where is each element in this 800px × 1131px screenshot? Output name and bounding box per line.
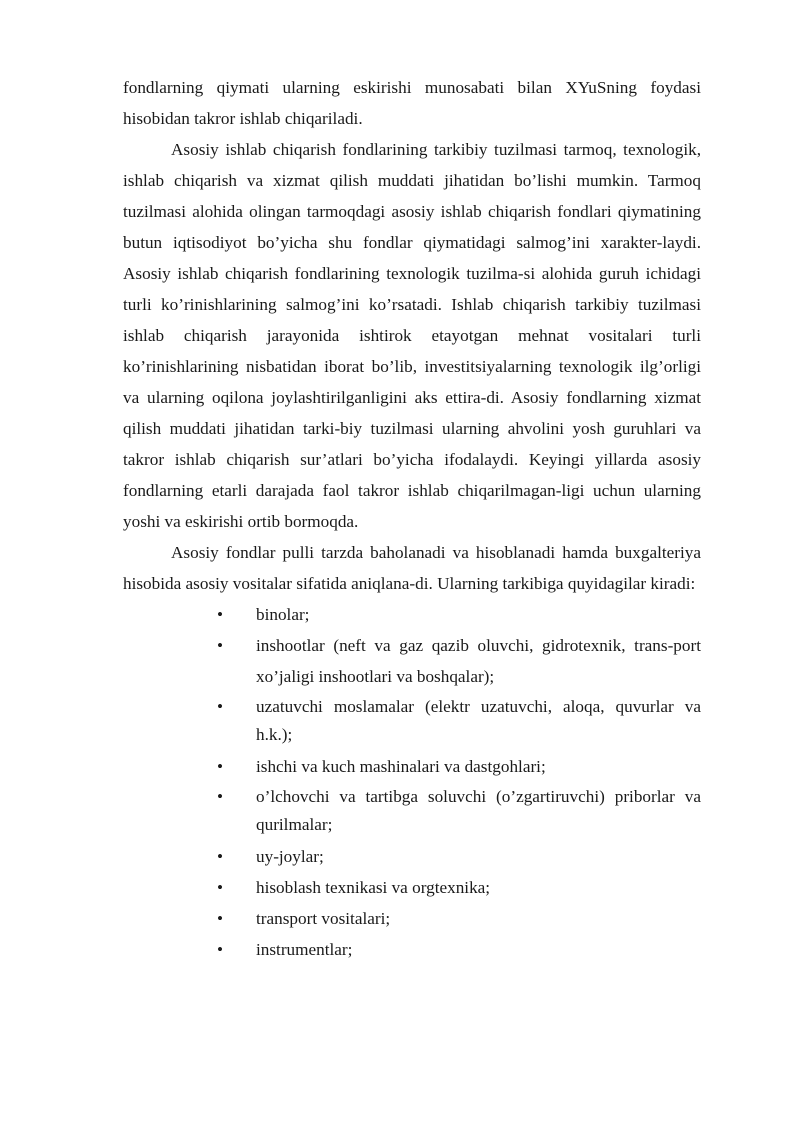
- bullet-icon: •: [217, 878, 224, 897]
- list-item: [171, 751, 701, 782]
- list-item: [171, 782, 701, 841]
- document-page: [123, 72, 701, 965]
- list-item: [171, 599, 701, 630]
- list-item: [171, 630, 701, 692]
- fixed-assets-list: [123, 599, 701, 965]
- bullet-icon: •: [217, 847, 224, 866]
- bullet-icon: •: [217, 636, 224, 655]
- bullet-icon: •: [217, 605, 224, 624]
- list-item-text: binolar;: [256, 605, 310, 624]
- paragraph-fund-valuation: Asosiy fondlar pulli tarzda baholanadi va hisoblanadi hamda buxgalteriya hisobida asosiy vositalar sifatida aniqlana-di. Ularning tarkibiga quyidagilar kiradi:: [123, 543, 701, 593]
- paragraph-fund-structure: Asosiy ishlab chiqarish fondlarining tarkibiy tuzilmasi tarmoq, texnologik, ishlab chiqarish va xizmat qilish muddati jihatidan bo’lishi mumkin. Tarmoq tuzilmasi alohida olingan tarmoqdagi asosiy ishlab chiqarish fondlari qiymatining butun iqtisodiyot bo’yicha shu fondlar qiymatidagi salmog’ini xarakter-laydi. Asosiy ishlab chiqarish fondlarining texnologik tuzilma-si alohida guruh ichidagi turli ko’rinishlarining salmog’ini ko’rsatadi. Ishlab chiqarish tarkibiy tuzilmasi ishlab chiqarish jarayonida ishtirok etayotgan mehnat vositalari turli ko’rinishlarining nisbatidan iborat bo’lib, investitsiyalarning texnologik ilg’orligi va ularning oqilona joylashtirilganligini aks ettira-di. Asosiy fondlarning xizmat qilish muddati jihatidan tarki-biy tuzilmasi ularning ahvolini yosh guruhlari va takror ishlab chiqarish sur’atlari bo’yicha ifodalaydi. Keyingi yillarda asosiy fondlarning etarli darajada faol takror ishlab chiqarilmagan-ligi uchun ularning yoshi va eskirishi ortib bormoqda.: [123, 140, 701, 531]
- list-item-text: ishchi va kuch mashinalari va dastgohlari;: [256, 757, 546, 776]
- list-item: [171, 903, 701, 934]
- list-item-text: instrumentlar;: [256, 940, 353, 959]
- list-item-text: inshootlar (neft va gaz qazib oluvchi, gidrotexnik, trans-port xo’jaligi inshootlari va boshqalar);: [256, 636, 701, 686]
- bullet-icon: •: [217, 697, 224, 716]
- list-item-text: uzatuvchi moslamalar (elektr uzatuvchi, aloqa, quvurlar va h.k.);: [256, 697, 701, 744]
- bullet-icon: •: [217, 940, 224, 959]
- list-item-text: uy-joylar;: [256, 847, 324, 866]
- bullet-icon: •: [217, 787, 224, 806]
- list-item: [171, 692, 701, 751]
- list-item: [171, 872, 701, 903]
- list-item: [171, 841, 701, 872]
- list-item-text: hisoblash texnikasi va orgtexnika;: [256, 878, 491, 897]
- bullet-icon: •: [217, 757, 224, 776]
- list-item-text: transport vositalari;: [256, 909, 391, 928]
- bullet-icon: •: [217, 909, 224, 928]
- list-item: [171, 934, 701, 965]
- list-item-text: o’lchovchi va tartibga soluvchi (o’zgartiruvchi) priborlar va qurilmalar;: [256, 787, 701, 834]
- paragraph-continuation: fondlarning qiymati ularning eskirishi munosabati bilan XYuSning foydasi hisobidan takror ishlab chiqariladi.: [123, 78, 701, 128]
